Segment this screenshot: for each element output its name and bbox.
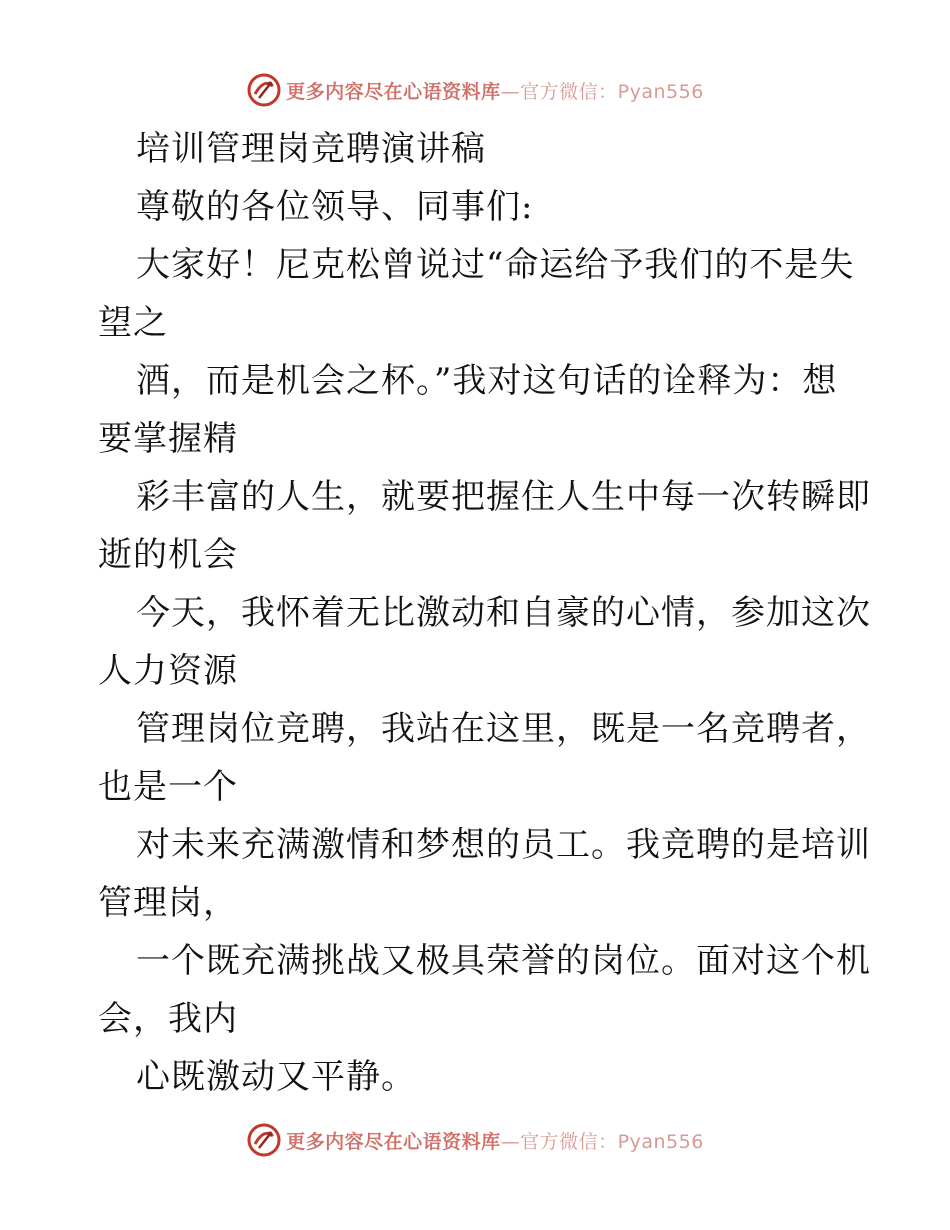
- banner-text-sub: —官方微信：Pyan556: [500, 80, 704, 103]
- paragraph-line: 也是一个: [98, 767, 238, 807]
- banner-text-main: 更多内容尽在心语资料库: [286, 80, 501, 103]
- banner-text: [286, 1127, 704, 1154]
- salutation: 尊敬的各位领导、同事们:: [136, 187, 534, 227]
- banner-text-sub: —官方微信：Pyan556: [500, 1130, 704, 1153]
- footer-banner: [0, 1120, 950, 1160]
- paragraph-line: 要掌握精: [98, 419, 238, 459]
- paragraph-line: 一个既充满挑战又极具荣誉的岗位。面对这个机: [136, 941, 871, 981]
- brand-logo-icon: [246, 72, 282, 108]
- paragraph-line: 酒，而是机会之杯。”我对这句话的诠释为：想: [136, 361, 838, 401]
- paragraph-line: 管理岗，: [98, 883, 238, 923]
- paragraph-line: 人力资源: [98, 651, 238, 691]
- paragraph-line: 心既激动又平静。: [136, 1057, 416, 1097]
- paragraph-line: 望之: [98, 303, 168, 343]
- header-banner: [0, 70, 950, 110]
- paragraph-line: 管理岗位竞聘，我站在这里，既是一名竞聘者，: [136, 709, 871, 749]
- paragraph-line: 逝的机会: [98, 535, 238, 575]
- document-title: 培训管理岗竞聘演讲稿: [136, 129, 486, 169]
- paragraph-line: 彩丰富的人生，就要把握住人生中每一次转瞬即: [136, 477, 871, 517]
- banner-text-main: 更多内容尽在心语资料库: [286, 1130, 501, 1153]
- document-body: [98, 120, 871, 1106]
- paragraph-line: 会，我内: [98, 999, 238, 1039]
- brand-logo-icon: [246, 1122, 282, 1158]
- paragraph-line: 对未来充满激情和梦想的员工。我竞聘的是培训: [136, 825, 871, 865]
- paragraph-line: 大家好！尼克松曾说过“命运给予我们的不是失: [136, 245, 855, 285]
- banner-text: [286, 77, 704, 104]
- paragraph-line: 今天，我怀着无比激动和自豪的心情，参加这次: [136, 593, 871, 633]
